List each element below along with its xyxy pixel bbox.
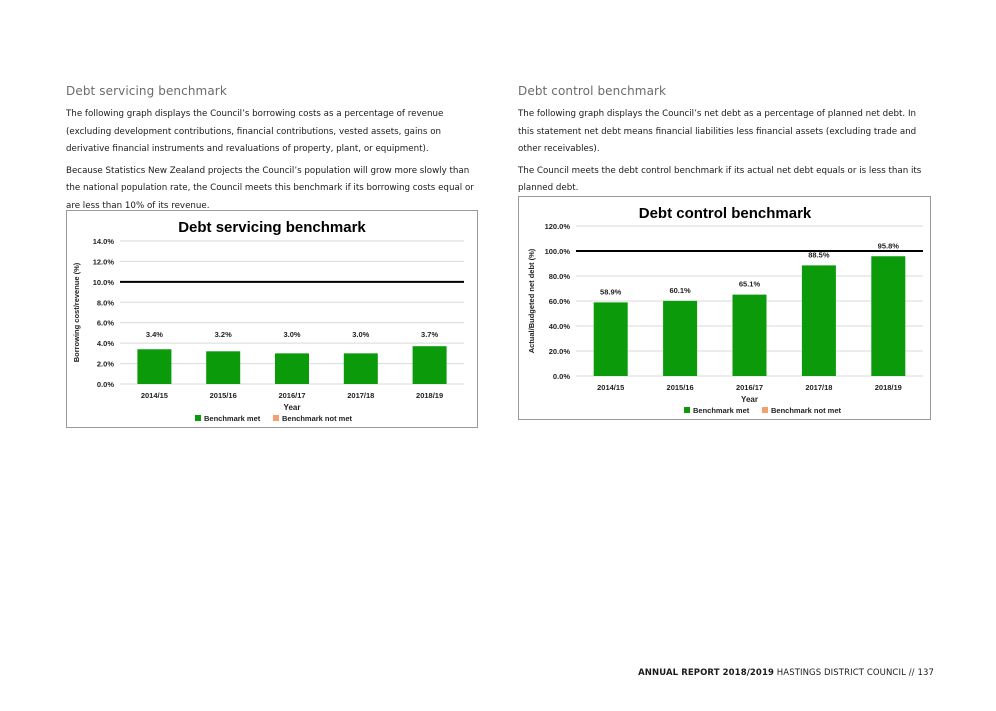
footer-page-number: 137 — [917, 668, 934, 678]
bar — [663, 301, 697, 376]
bar — [206, 351, 240, 384]
y-tick-label: 60.0% — [548, 297, 570, 306]
legend-label-met: Benchmark met — [693, 406, 750, 415]
data-label: 58.9% — [600, 287, 622, 297]
bar — [802, 265, 836, 376]
data-label: 3.7% — [421, 330, 439, 339]
legend-swatch-not-met — [762, 407, 768, 413]
x-tick-label: 2016/17 — [735, 383, 764, 392]
debt-control-chart — [518, 196, 931, 420]
y-tick-label: 40.0% — [548, 322, 570, 331]
section-paragraph: Because Statistics New Zealand projects the Council’s population will grow more slowly than the national population rate, the Council meets this benchmark if its borrowing costs equal or are less than 10% of its revenue. — [66, 165, 474, 211]
legend-label-not-met: Benchmark not met — [771, 406, 842, 415]
y-tick-label: 0.0% — [96, 380, 114, 389]
y-tick-label: 2.0% — [96, 359, 114, 369]
y-tick-label: 12.0% — [92, 257, 114, 267]
x-axis-label: Year — [283, 403, 301, 412]
y-axis-label: Actual/Budgeted net debt (%) — [527, 248, 536, 354]
legend-label-met: Benchmark met — [204, 414, 261, 423]
legend-swatch-not-met — [273, 415, 279, 421]
section-heading: Debt control benchmark — [518, 84, 667, 98]
section-paragraph: The following graph displays the Council’s borrowing costs as a percentage of revenue (excluding development contributions, financial contributions, vested assets, gains on derivative financial instruments and revaluations of property, plant, or equipment). — [66, 109, 444, 154]
x-tick-label: 2016/17 — [278, 391, 306, 400]
y-tick-label: 6.0% — [96, 318, 114, 328]
y-tick-label: 10.0% — [92, 277, 114, 287]
data-label: 3.4% — [145, 330, 163, 339]
y-tick-label: 120.0% — [544, 222, 570, 231]
y-tick-label: 0.0% — [552, 372, 570, 381]
y-tick-label: 80.0% — [548, 272, 570, 281]
data-label: 60.1% — [669, 285, 691, 295]
bar — [733, 295, 767, 376]
debt-control-section — [518, 84, 930, 202]
legend-swatch-met — [684, 407, 690, 413]
x-axis-label: Year — [741, 395, 758, 404]
data-label: 3.0% — [283, 330, 301, 339]
bar — [871, 256, 905, 376]
footer-separator: // — [908, 668, 915, 678]
footer-report: ANNUAL REPORT 2018/2019 — [638, 668, 774, 678]
page-footer — [638, 668, 934, 678]
debt-servicing-chart — [66, 210, 478, 428]
debt-control-chart-svg — [519, 197, 930, 419]
legend-label-not-met: Benchmark not met — [282, 414, 353, 423]
bar — [137, 349, 171, 384]
legend-swatch-met — [195, 415, 201, 421]
x-tick-label: 2017/18 — [805, 383, 833, 392]
data-label: 88.5% — [808, 250, 830, 260]
data-label: 65.1% — [738, 279, 761, 289]
y-tick-label: 8.0% — [96, 298, 114, 308]
x-tick-label: 2014/15 — [140, 391, 168, 400]
chart-title: Debt servicing benchmark — [178, 219, 366, 236]
x-tick-label: 2018/19 — [416, 391, 444, 400]
data-label: 3.2% — [214, 330, 232, 339]
bar — [275, 353, 309, 384]
y-tick-label: 14.0% — [92, 237, 114, 246]
y-tick-label: 100.0% — [544, 247, 570, 256]
x-tick-label: 2014/15 — [597, 383, 625, 392]
footer-org: HASTINGS DISTRICT COUNCIL — [776, 668, 906, 678]
debt-servicing-chart-svg — [67, 211, 477, 427]
bar — [413, 346, 447, 384]
y-tick-label: 4.0% — [96, 339, 114, 349]
y-tick-label: 20.0% — [548, 347, 570, 356]
y-axis-label: Borrowing cost/revenue (%) — [72, 262, 81, 363]
x-tick-label: 2015/16 — [209, 391, 237, 400]
x-tick-label: 2018/19 — [874, 383, 902, 392]
bar — [594, 302, 628, 376]
x-tick-label: 2015/16 — [666, 383, 694, 392]
chart-title: Debt control benchmark — [638, 205, 812, 222]
data-label: 95.8% — [877, 241, 899, 251]
section-paragraph: The Council meets the debt control benchmark if its actual net debt equals or is less than its planned debt. — [518, 165, 922, 193]
x-tick-label: 2017/18 — [347, 391, 375, 400]
debt-servicing-section — [66, 84, 478, 219]
section-heading: Debt servicing benchmark — [66, 84, 227, 98]
section-paragraph: The following graph displays the Council’s net debt as a percentage of planned net debt. In this statement net debt means financial liabilities less financial assets (excluding trade and other receivables). — [518, 109, 917, 154]
data-label: 3.0% — [352, 330, 370, 339]
bar — [344, 353, 378, 384]
